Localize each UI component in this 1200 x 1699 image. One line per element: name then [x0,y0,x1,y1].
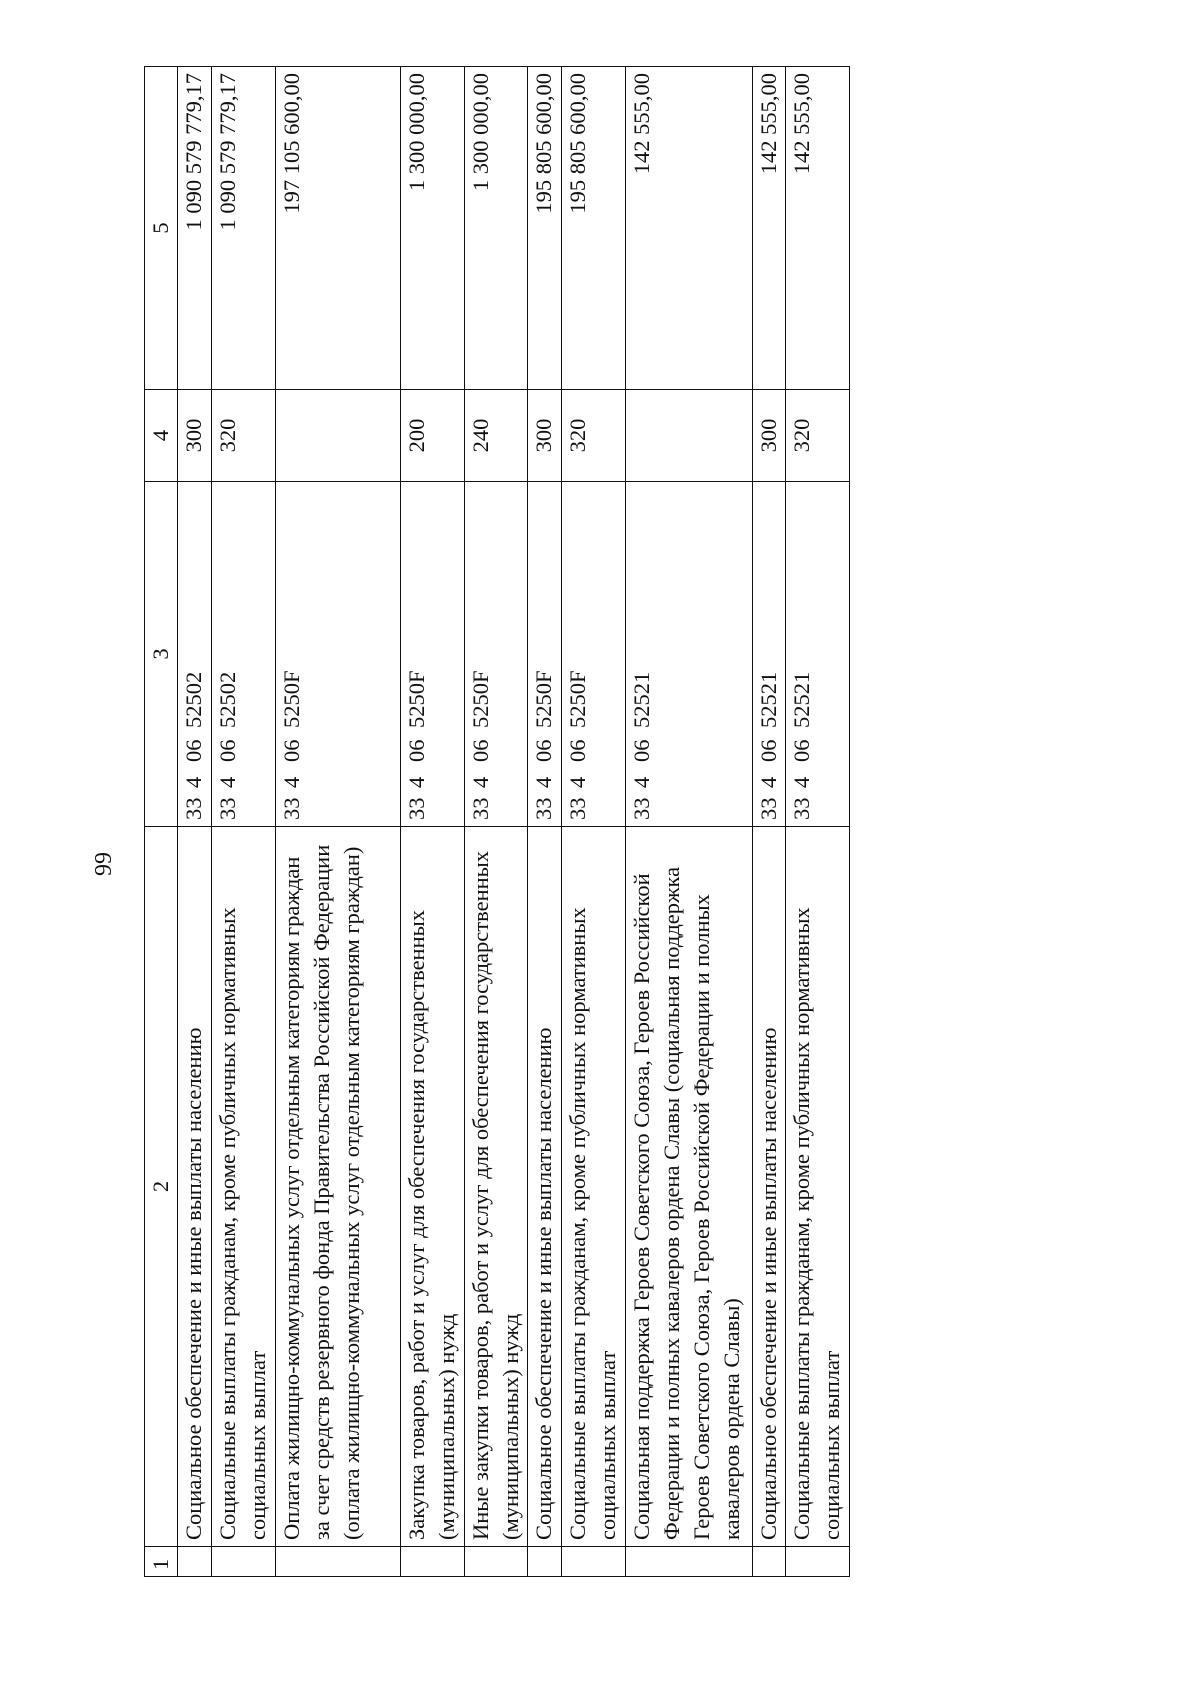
code-segment: 5250F [468,670,493,728]
amount-cell: 142 555,00 [786,67,850,390]
row-index-cell [626,1547,753,1577]
amount-cell: 1 300 000,00 [401,67,465,390]
description-cell: Социальные выплаты гражданам, кроме публичных нормативных социальных выплат [786,827,850,1547]
header-row [145,67,178,1577]
code-segment: 33 [468,797,493,820]
page-number: 99 [91,852,117,876]
expense-type-cell: 320 [212,390,276,482]
row-index-cell [786,1547,850,1577]
table-row [178,67,212,1577]
header-col-5: 5 [145,67,178,390]
budget-table [144,66,850,1577]
description-cell: Иные закупки товаров, работ и услуг для обеспечения государственных (муниципальных) нужд [465,827,528,1547]
table-row [465,67,528,1577]
code-segment: 06 [404,739,429,762]
expense-type-cell: 240 [465,390,528,482]
code-cell [528,482,562,827]
amount-cell: 195 805 600,00 [562,67,626,390]
table-row [276,67,401,1577]
expense-type-cell: 200 [401,390,465,482]
description-cell: Оплата жилищно-коммунальных услуг отдельным категориям граждан за счет средств резервного фонда Правительства Российской Федерации (оплата жилищно-коммунальных услуг отдельным категориям граждан) [276,827,401,1547]
code-segment: 33 [215,797,240,820]
header-col-4: 4 [145,390,178,482]
code-cell [401,482,465,827]
row-index-cell [178,1547,212,1577]
expense-type-cell [276,390,401,482]
code-segment: 5250F [279,670,304,728]
code-segment: 4 [468,776,493,788]
table-row [401,67,465,1577]
amount-cell: 1 090 579 779,17 [212,67,276,390]
code-segment: 06 [468,739,493,762]
table-container [144,67,949,1577]
header-col-2: 2 [145,827,178,1547]
code-segment: 5250F [565,670,590,728]
description-cell: Социальное обеспечение и иные выплаты населению [178,827,212,1547]
code-segment: 4 [756,776,781,788]
code-segment: 5250F [404,670,429,728]
code-segment: 4 [279,776,304,788]
header-col-3: 3 [145,482,178,827]
code-segment: 33 [629,797,654,820]
expense-type-cell [626,390,753,482]
amount-cell: 195 805 600,00 [528,67,562,390]
code-segment: 4 [629,776,654,788]
code-segment: 06 [531,739,556,762]
code-segment: 4 [181,776,206,788]
code-cell [626,482,753,827]
description-cell: Социальные выплаты гражданам, кроме публичных нормативных социальных выплат [562,827,626,1547]
description-cell: Социальные выплаты гражданам, кроме публичных нормативных социальных выплат [212,827,276,1547]
table-row [212,67,276,1577]
amount-cell: 142 555,00 [753,67,786,390]
code-segment: 4 [215,776,240,788]
description-cell: Социальное обеспечение и иные выплаты населению [753,827,786,1547]
code-segment: 06 [629,739,654,762]
code-segment: 33 [279,797,304,820]
code-segment: 06 [565,739,590,762]
table-row [786,67,850,1577]
code-segment: 06 [181,739,206,762]
row-index-cell [401,1547,465,1577]
code-cell [786,482,850,827]
code-segment: 33 [181,797,206,820]
code-segment: 33 [404,797,429,820]
expense-type-cell: 320 [562,390,626,482]
code-segment: 52521 [756,671,781,728]
code-segment: 33 [789,797,814,820]
code-cell [178,482,212,827]
description-cell: Социальная поддержка Героев Советского Союза, Героев Российской Федерации и полных кавалеров ордена Славы (социальная поддержка Героев Советского Союза, Героев Российской Федерации и полных кавалеров ордена Славы) [626,827,753,1547]
code-segment: 06 [279,739,304,762]
code-segment: 52521 [629,671,654,728]
code-segment: 06 [756,739,781,762]
code-segment: 33 [756,797,781,820]
row-index-cell [562,1547,626,1577]
description-cell: Закупка товаров, работ и услуг для обеспечения государственных (муниципальных) нужд [401,827,465,1547]
header-col-1: 1 [145,1547,178,1577]
expense-type-cell: 300 [178,390,212,482]
code-segment: 4 [531,776,556,788]
table-row [626,67,753,1577]
amount-cell: 197 105 600,00 [276,67,401,390]
row-index-cell [753,1547,786,1577]
code-segment: 06 [215,739,240,762]
code-segment: 33 [565,797,590,820]
code-segment: 33 [531,797,556,820]
expense-type-cell: 320 [786,390,850,482]
code-cell [276,482,401,827]
amount-cell: 1 090 579 779,17 [178,67,212,390]
code-segment: 52521 [789,671,814,728]
code-segment: 4 [789,776,814,788]
expense-type-cell: 300 [528,390,562,482]
code-cell [562,482,626,827]
code-cell [212,482,276,827]
code-cell [753,482,786,827]
code-segment: 06 [789,739,814,762]
amount-cell: 1 300 000,00 [465,67,528,390]
code-segment: 52502 [181,671,206,728]
table-row [753,67,786,1577]
row-index-cell [528,1547,562,1577]
code-segment: 4 [565,776,590,788]
code-segment: 4 [404,776,429,788]
table-row [562,67,626,1577]
code-segment: 5250F [531,670,556,728]
description-cell: Социальное обеспечение и иные выплаты населению [528,827,562,1547]
amount-cell: 142 555,00 [626,67,753,390]
row-index-cell [212,1547,276,1577]
row-index-cell [465,1547,528,1577]
table-row [528,67,562,1577]
code-segment: 52502 [215,671,240,728]
expense-type-cell: 300 [753,390,786,482]
code-cell [465,482,528,827]
row-index-cell [276,1547,401,1577]
